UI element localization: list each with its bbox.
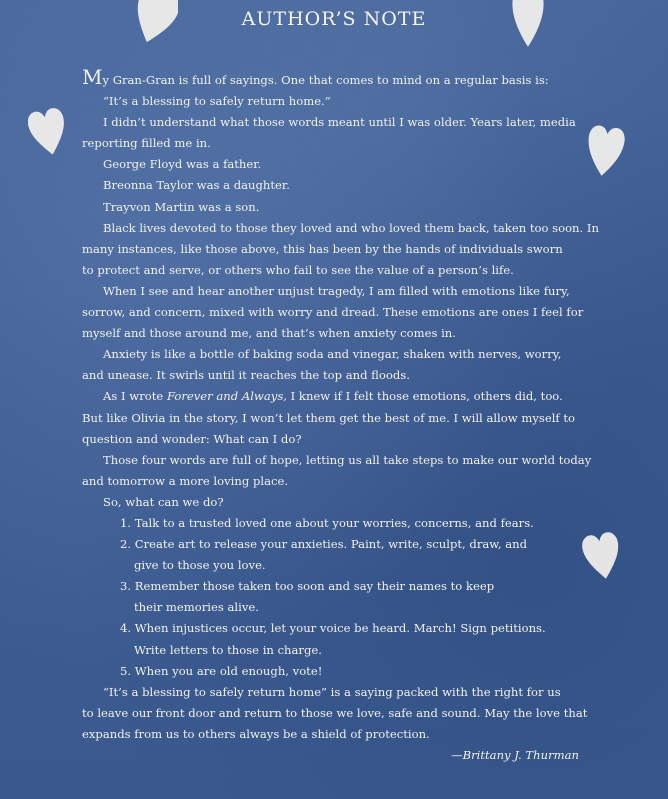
signature: —Brittany J. Thurman [451, 748, 579, 762]
paragraph-line: As I wrote Forever and Always, I knew if I felt those emotions, others did, too. [103, 389, 563, 404]
list-item: 5. When you are old enough, vote! [120, 663, 323, 678]
paragraph-line: many instances, like those above, this has been by the hands of individuals sworn [82, 241, 563, 256]
drop-cap: M [82, 65, 103, 89]
paragraph-line: Those four words are full of hope, letting us all take steps to make our world today [103, 452, 592, 467]
paragraph-line: to leave our front door and return to those we love, safe and sound. May the love that [82, 705, 588, 720]
paragraph-line: sorrow, and concern, mixed with worry and dread. These emotions are ones I feel for [82, 305, 584, 320]
paragraph-line: to protect and serve, or others who fail to see the value of a person’s life. [82, 262, 514, 277]
heart-icon [28, 107, 68, 157]
paragraph-line: expands from us to others always be a shield of protection. [82, 726, 430, 741]
list-item: 3. Remember those taken too soon and say their names to keep [120, 579, 495, 594]
paragraph-line: myself and those around me, and that’s when anxiety comes in. [82, 326, 456, 341]
paragraph-line: Black lives devoted to those they loved and who loved them back, taken too soon. In [103, 220, 599, 235]
page-title: AUTHOR’S NOTE [241, 8, 427, 30]
list-item-continuation: give to those you love. [134, 558, 266, 573]
list-item-continuation: Write letters to those in charge. [134, 642, 322, 657]
paragraph-line: question and wonder: What can I do? [82, 431, 302, 446]
paragraph-line: So, what can we do? [103, 494, 224, 509]
paragraph-line: “It’s a blessing to safely return home” is a saying packed with the right for us [103, 684, 561, 699]
book-title: Forever and Always, [166, 389, 287, 404]
list-item: 1. Talk to a trusted loved one about your worries, concerns, and fears. [120, 515, 534, 530]
paragraph-line: Trayvon Martin was a son. [103, 199, 260, 214]
paragraph-line: Breonna Taylor was a daughter. [103, 178, 290, 193]
paragraph-line: But like Olivia in the story, I won’t let them get the best of me. I will allow myself to [82, 410, 576, 425]
list-item-continuation: their memories alive. [134, 600, 259, 615]
author-note-body [82, 65, 599, 766]
list-item: 4. When injustices occur, let your voice be heard. March! Sign petitions. [120, 621, 546, 636]
paragraph-line: George Floyd was a father. [103, 157, 262, 172]
paragraph-line: When I see and hear another unjust tragedy, I am filled with emotions like fury, [103, 283, 570, 298]
paragraph-line: I didn’t understand what those words meant until I was older. Years later, media [103, 115, 576, 130]
paragraph-line: and tomorrow a more loving place. [82, 473, 289, 488]
paragraph-line: My Gran-Gran is full of sayings. One that comes to mind on a regular basis is: [82, 65, 549, 89]
paragraph-line: and unease. It swirls until it reaches the top and floods. [82, 368, 410, 383]
list-item: 2. Create art to release your anxieties. Paint, write, sculpt, draw, and [120, 537, 528, 552]
paragraph-line: reporting filled me in. [82, 136, 211, 151]
paragraph-line: Anxiety is like a bottle of baking soda and vinegar, shaken with nerves, worry, [103, 347, 562, 362]
paragraph-line: “It’s a blessing to safely return home.” [103, 94, 331, 109]
